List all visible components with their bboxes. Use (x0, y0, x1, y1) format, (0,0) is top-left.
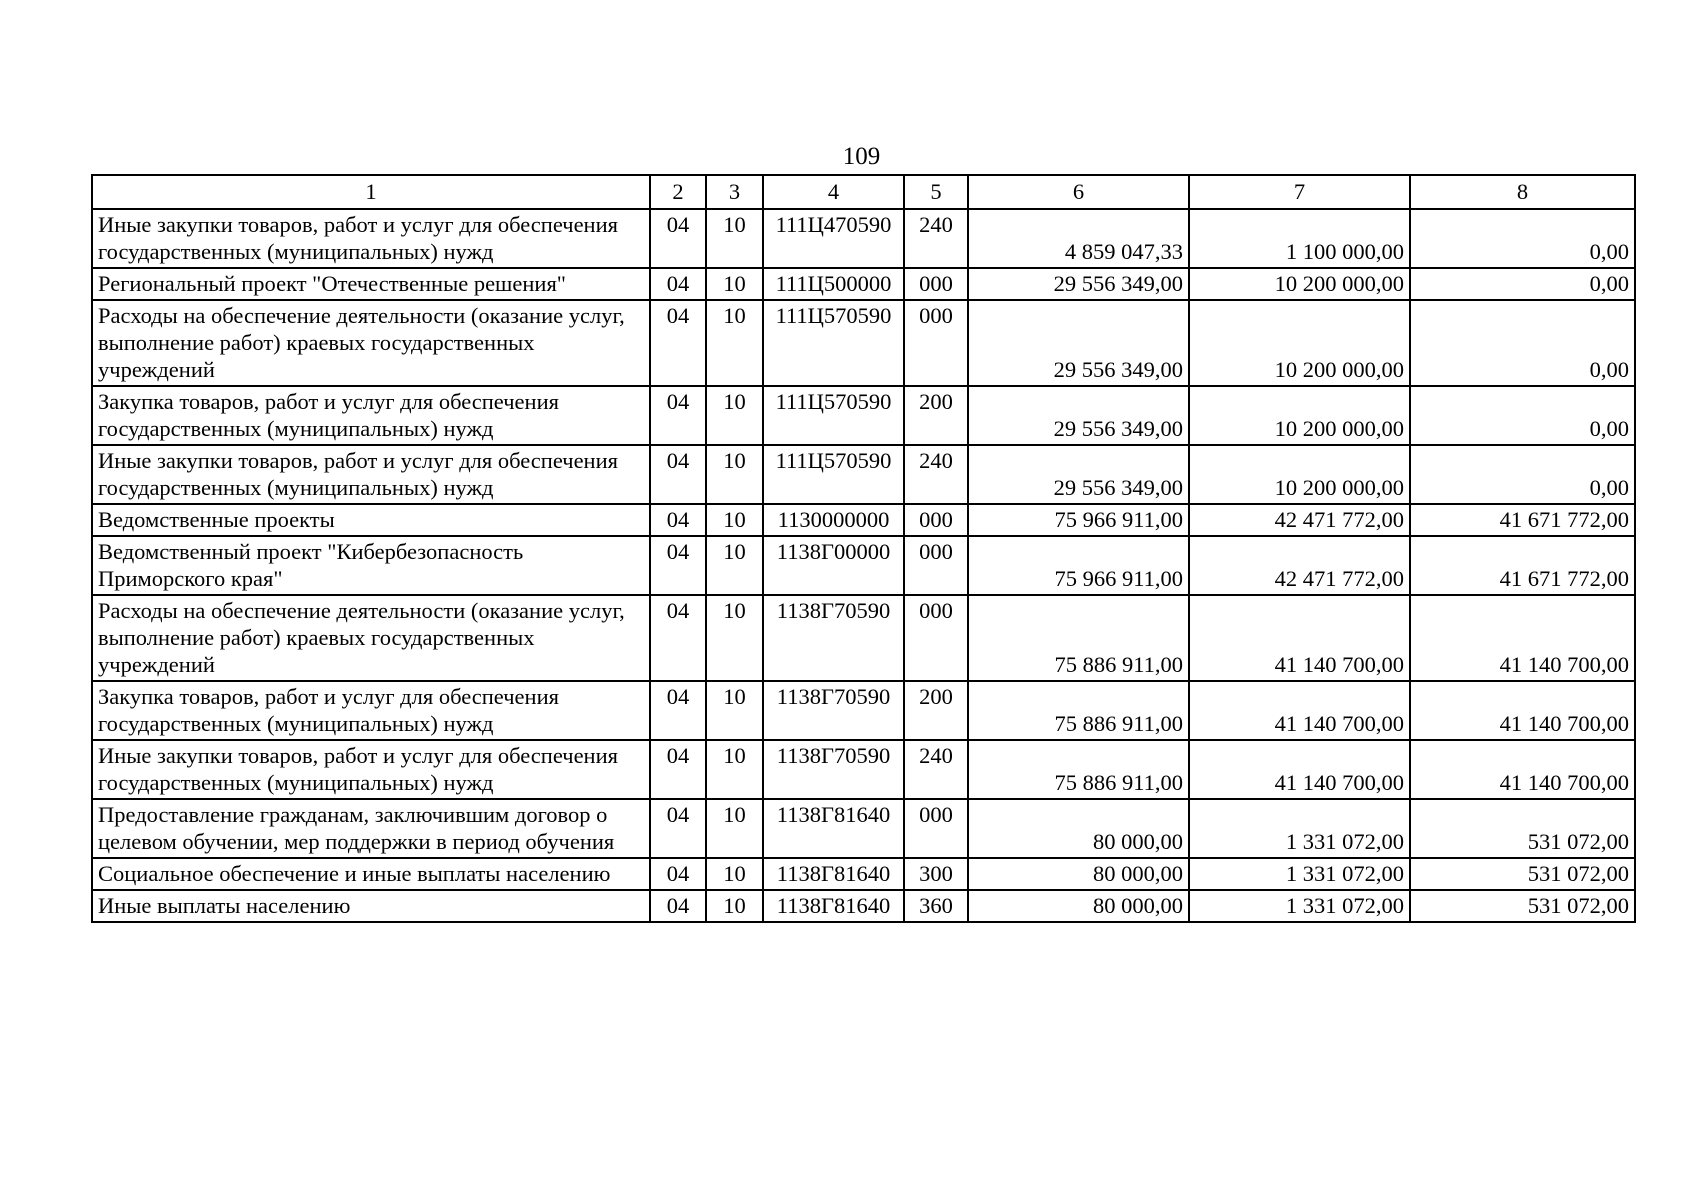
section-code-cell: 04 (650, 536, 706, 595)
amount-col7-cell: 41 140 700,00 (1189, 595, 1410, 681)
table-row (92, 268, 1635, 300)
section-code-cell: 04 (650, 268, 706, 300)
table-row (92, 209, 1635, 268)
amount-col7-cell: 1 100 000,00 (1189, 209, 1410, 268)
target-article-cell: 1130000000 (763, 504, 904, 536)
amount-col6-cell: 75 886 911,00 (968, 681, 1189, 740)
subsection-code-cell: 10 (706, 445, 763, 504)
expense-name-cell: Социальное обеспечение и иные выплаты населению (92, 858, 650, 890)
amount-col8-cell: 41 671 772,00 (1410, 536, 1635, 595)
section-code-cell: 04 (650, 209, 706, 268)
section-code-cell: 04 (650, 386, 706, 445)
amount-col7-cell: 42 471 772,00 (1189, 536, 1410, 595)
expense-name-cell: Ведомственные проекты (92, 504, 650, 536)
expense-name-cell: Закупка товаров, работ и услуг для обеспечения государственных (муниципальных) нужд (92, 681, 650, 740)
header-cell: 8 (1410, 175, 1635, 209)
target-article-cell: 111Ц500000 (763, 268, 904, 300)
amount-col7-cell: 10 200 000,00 (1189, 300, 1410, 386)
amount-col6-cell: 75 886 911,00 (968, 740, 1189, 799)
amount-col7-cell: 1 331 072,00 (1189, 799, 1410, 858)
section-code-cell: 04 (650, 681, 706, 740)
subsection-code-cell: 10 (706, 209, 763, 268)
table-row (92, 890, 1635, 922)
amount-col8-cell: 0,00 (1410, 445, 1635, 504)
expense-name-cell: Региональный проект "Отечественные решения" (92, 268, 650, 300)
header-row (92, 175, 1635, 209)
expense-name-cell: Ведомственный проект "Кибербезопасность Приморского края" (92, 536, 650, 595)
header-cell: 4 (763, 175, 904, 209)
subsection-code-cell: 10 (706, 681, 763, 740)
amount-col6-cell: 4 859 047,33 (968, 209, 1189, 268)
page-number: 109 (842, 143, 881, 170)
target-article-cell: 1138Г70590 (763, 740, 904, 799)
expense-type-cell: 240 (904, 740, 968, 799)
expense-type-cell: 000 (904, 536, 968, 595)
section-code-cell: 04 (650, 799, 706, 858)
subsection-code-cell: 10 (706, 799, 763, 858)
amount-col6-cell: 29 556 349,00 (968, 386, 1189, 445)
expense-name-cell: Расходы на обеспечение деятельности (оказание услуг, выполнение работ) краевых государственных учреждений (92, 595, 650, 681)
subsection-code-cell: 10 (706, 268, 763, 300)
section-code-cell: 04 (650, 595, 706, 681)
amount-col8-cell: 41 140 700,00 (1410, 740, 1635, 799)
target-article-cell: 1138Г81640 (763, 858, 904, 890)
amount-col8-cell: 0,00 (1410, 300, 1635, 386)
amount-col6-cell: 29 556 349,00 (968, 445, 1189, 504)
section-code-cell: 04 (650, 300, 706, 386)
expense-name-cell: Расходы на обеспечение деятельности (оказание услуг, выполнение работ) краевых государственных учреждений (92, 300, 650, 386)
expense-name-cell: Закупка товаров, работ и услуг для обеспечения государственных (муниципальных) нужд (92, 386, 650, 445)
amount-col7-cell: 10 200 000,00 (1189, 445, 1410, 504)
header-cell: 7 (1189, 175, 1410, 209)
expense-type-cell: 200 (904, 681, 968, 740)
amount-col6-cell: 29 556 349,00 (968, 268, 1189, 300)
amount-col7-cell: 10 200 000,00 (1189, 268, 1410, 300)
table-row (92, 386, 1635, 445)
target-article-cell: 1138Г81640 (763, 799, 904, 858)
subsection-code-cell: 10 (706, 386, 763, 445)
target-article-cell: 111Ц470590 (763, 209, 904, 268)
amount-col7-cell: 1 331 072,00 (1189, 890, 1410, 922)
amount-col8-cell: 0,00 (1410, 386, 1635, 445)
subsection-code-cell: 10 (706, 890, 763, 922)
table-row (92, 536, 1635, 595)
expense-type-cell: 240 (904, 209, 968, 268)
section-code-cell: 04 (650, 504, 706, 536)
amount-col7-cell: 1 331 072,00 (1189, 858, 1410, 890)
amount-col8-cell: 531 072,00 (1410, 890, 1635, 922)
table-row (92, 445, 1635, 504)
amount-col7-cell: 10 200 000,00 (1189, 386, 1410, 445)
amount-col6-cell: 75 886 911,00 (968, 595, 1189, 681)
section-code-cell: 04 (650, 445, 706, 504)
amount-col8-cell: 531 072,00 (1410, 799, 1635, 858)
subsection-code-cell: 10 (706, 740, 763, 799)
section-code-cell: 04 (650, 740, 706, 799)
subsection-code-cell: 10 (706, 504, 763, 536)
amount-col7-cell: 42 471 772,00 (1189, 504, 1410, 536)
subsection-code-cell: 10 (706, 858, 763, 890)
target-article-cell: 111Ц570590 (763, 386, 904, 445)
amount-col7-cell: 41 140 700,00 (1189, 681, 1410, 740)
header-cell: 2 (650, 175, 706, 209)
amount-col6-cell: 75 966 911,00 (968, 504, 1189, 536)
subsection-code-cell: 10 (706, 536, 763, 595)
expense-type-cell: 300 (904, 858, 968, 890)
header-cell: 3 (706, 175, 763, 209)
header-cell: 1 (92, 175, 650, 209)
expense-name-cell: Иные закупки товаров, работ и услуг для обеспечения государственных (муниципальных) нужд (92, 445, 650, 504)
amount-col8-cell: 41 140 700,00 (1410, 681, 1635, 740)
section-code-cell: 04 (650, 890, 706, 922)
table-row (92, 858, 1635, 890)
expense-type-cell: 000 (904, 300, 968, 386)
expense-name-cell: Иные закупки товаров, работ и услуг для обеспечения государственных (муниципальных) нужд (92, 209, 650, 268)
amount-col6-cell: 29 556 349,00 (968, 300, 1189, 386)
expense-name-cell: Иные закупки товаров, работ и услуг для обеспечения государственных (муниципальных) нужд (92, 740, 650, 799)
budget-table (91, 174, 1636, 923)
amount-col6-cell: 80 000,00 (968, 858, 1189, 890)
expense-name-cell: Иные выплаты населению (92, 890, 650, 922)
amount-col8-cell: 41 671 772,00 (1410, 504, 1635, 536)
expense-type-cell: 240 (904, 445, 968, 504)
target-article-cell: 1138Г00000 (763, 536, 904, 595)
expense-type-cell: 200 (904, 386, 968, 445)
amount-col8-cell: 0,00 (1410, 268, 1635, 300)
table-row (92, 300, 1635, 386)
table-row (92, 681, 1635, 740)
header-cell: 5 (904, 175, 968, 209)
subsection-code-cell: 10 (706, 595, 763, 681)
target-article-cell: 111Ц570590 (763, 300, 904, 386)
amount-col7-cell: 41 140 700,00 (1189, 740, 1410, 799)
expense-type-cell: 000 (904, 799, 968, 858)
target-article-cell: 1138Г70590 (763, 595, 904, 681)
expense-type-cell: 000 (904, 268, 968, 300)
header-cell: 6 (968, 175, 1189, 209)
table-row (92, 595, 1635, 681)
amount-col8-cell: 531 072,00 (1410, 858, 1635, 890)
target-article-cell: 1138Г70590 (763, 681, 904, 740)
amount-col6-cell: 75 966 911,00 (968, 536, 1189, 595)
table-row (92, 504, 1635, 536)
expense-name-cell: Предоставление гражданам, заключившим договор о целевом обучении, мер поддержки в период обучения (92, 799, 650, 858)
amount-col8-cell: 0,00 (1410, 209, 1635, 268)
target-article-cell: 1138Г81640 (763, 890, 904, 922)
amount-col6-cell: 80 000,00 (968, 890, 1189, 922)
table-row (92, 740, 1635, 799)
section-code-cell: 04 (650, 858, 706, 890)
expense-type-cell: 360 (904, 890, 968, 922)
expense-type-cell: 000 (904, 504, 968, 536)
table-row (92, 799, 1635, 858)
amount-col8-cell: 41 140 700,00 (1410, 595, 1635, 681)
expense-type-cell: 000 (904, 595, 968, 681)
target-article-cell: 111Ц570590 (763, 445, 904, 504)
subsection-code-cell: 10 (706, 300, 763, 386)
amount-col6-cell: 80 000,00 (968, 799, 1189, 858)
